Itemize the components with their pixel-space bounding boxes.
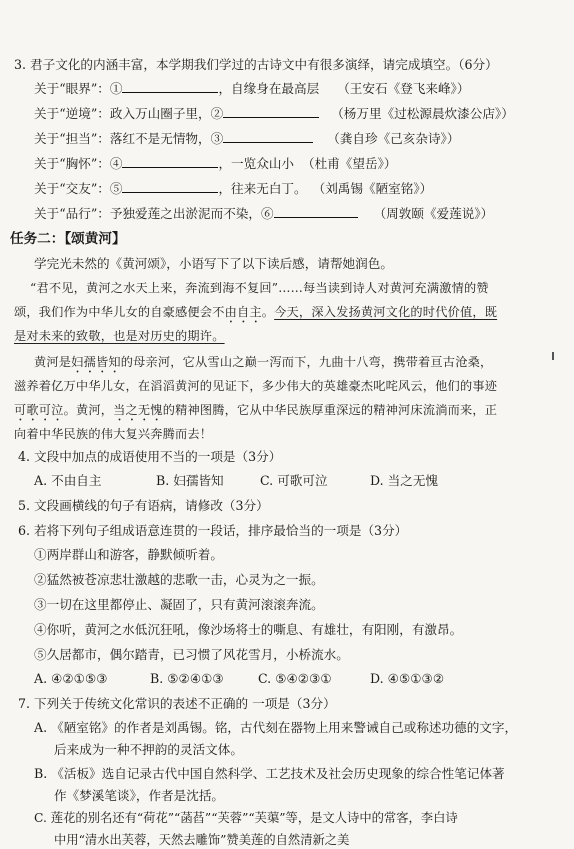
passage-text: 的精神图腾，它从中华民族厚重深远的精神河床流淌而来，正 [162,403,498,417]
q3-row-3 [34,130,459,148]
q3-row-3-source: （龚自珍《己亥杂诗》） [327,131,460,146]
q3-row-2-pre: 关于“逆境”：政入万山圈子里，② [34,106,224,121]
answer-blank-1[interactable] [122,80,218,93]
dotted-idiom-2: 妇孺皆知 [71,355,121,369]
q7-option-b-line-1[interactable]: B. 《活板》选自记录古代中国自然科学、工艺技术及社会历史现象的综合性笔记体著 [34,766,505,781]
q3-row-2 [34,105,514,123]
q3-row-5-source: （刘禹锡《陋室铭》） [312,181,433,196]
q6-sentence-4: ④你听，黄河之水低沉狂吼，像沙场将士的嘶息、有雄壮，有阳刚，有激昂。 [34,622,463,637]
q4-option-b[interactable]: B. 妇孺皆知 [156,473,224,488]
q6-sentence-3: ③一切在这里都停止、凝固了，只有黄河滚滚奔流。 [34,597,324,612]
passage-text: 的母亲河，它从雪山之巅一泻而下，九曲十八弯，携带着亘古沧桑， [120,355,493,369]
passage-line-5: 滋养着亿万中华儿女，在滔滔黄河的见证下，多少伟大的英雄豪杰叱咤风云，他们的事迹 [14,379,498,393]
q6-sentence-5: ⑤久居都市，偶尔踏青，已习惯了风花雪月，小桥流水。 [34,647,349,662]
q3-row-6-pre: 关于“品行”：予独爱莲之出淤泥而不染，⑥ [34,206,274,221]
passage-text: 黄河是 [34,355,72,369]
q6-option-b[interactable]: B. ⑤②④①③ [150,671,224,686]
q6-option-c[interactable]: C. ⑤④②③① [258,671,332,686]
passage-text: 。黄河， [63,403,114,417]
passage-text: 颂，我们作为中华儿女的自豪感便会不 [14,305,225,319]
q3-row-2-source: （杨万里《过松源晨炊漆公店》） [331,106,514,121]
q3-stem: 3. 君子文化的内涵丰富，本学期我们学过的古诗文中有很多演绎，请完成填空。（6分） [14,57,498,72]
q7-option-b-line-2: 作《梦溪笔谈》，作者是沈括。 [54,788,225,803]
q6-option-d[interactable]: D. ④⑤①③② [370,671,445,686]
passage-line-1: “君不见，黄河之水天上来，奔流到海不复回”……每当读到诗人对黄河充满激情的赞 [30,281,489,295]
q6-sentence-1: ①两岸群山和游客，静默倾听着。 [34,547,223,562]
dotted-idiom-4: 当之无愧 [113,403,163,417]
passage-line-2 [14,303,497,326]
answer-blank-4[interactable] [122,155,218,168]
passage-intro: 学完光未然的《黄河颂》，小语写下了以下读后感，请帮她润色。 [34,256,393,271]
q3-row-1-pre: 关于“眼界”：① [34,81,123,96]
answer-blank-3[interactable] [223,130,313,143]
passage-text: 。 [261,305,275,319]
q3-row-1-post: ，自缘身在最高层 [218,81,320,96]
q3-row-5-pre: 关于“交友”：⑤ [34,181,123,196]
q3-row-4 [34,155,396,173]
q3-row-5 [34,180,432,198]
q7-option-c-line-2: 中用“清水出芙蓉，天然去雕饰”赞美莲的自然清新之美 [54,833,350,847]
q3-row-4-post: ，一览众山小 [218,156,295,171]
q5-stem: 5. 文段画横线的句子有语病，请修改（3分） [18,498,269,513]
passage-line-3 [14,327,225,345]
q3-row-5-post: ，往来无白丁。 [218,181,307,196]
q4-option-c[interactable]: C. 可歌可泣 [260,473,328,488]
underlined-sentence-cont: 是对未来的致敬，也是对历史的期许。 [14,329,225,343]
task2-title: 任务二：【颂黄河】 [10,231,126,247]
q3-row-4-source: （杜甫《望岳》） [302,156,397,171]
q7-option-a-line-1[interactable]: A. 《陋室铭》的作者是刘禹锡。铭，古代刻在器物上用来警诫自己或称述功德的文字， [34,720,518,735]
q7-stem: 7. 下列关于传统文化常识的表述不正确的 一项是（3分） [18,696,336,711]
answer-blank-5[interactable] [122,180,218,193]
q4-option-a[interactable]: A. 不由自主 [34,473,102,488]
q7-option-a-line-2: 后来成为一种不押韵的灵活文体。 [54,742,243,757]
q4-stem: 4. 文段中加点的成语使用不当的一项是（3分） [18,449,282,464]
passage-line-6 [14,401,497,424]
q3-row-6-source: （周敦颐《爱莲说》） [373,206,494,221]
q6-option-a[interactable]: A. ④②①⑤③ [34,671,108,686]
underlined-sentence: 今天，深入发扬黄河文化的时代价值，既 [274,305,498,319]
q7-option-c-line-1[interactable]: C. 莲花的别名还有“荷花”“菡萏”“芙蓉”“芙蕖”等，是文人诗中的常客，李白诗 [34,811,458,825]
q3-row-3-pre: 关于“担当”：落红不是无情物，③ [34,131,224,146]
answer-blank-6[interactable] [274,205,358,218]
q3-row-1-source: （王安石《登飞来峰》） [337,81,470,96]
q6-stem: 6. 若将下列句子组成语意连贯的一段话，排序最恰当的一项是（3分） [18,523,408,538]
dotted-idiom-1: 由自主 [224,305,262,319]
passage-line-7: 向着中华民族的伟大复兴奔腾而去！ [14,427,213,441]
margin-mark [552,352,554,360]
passage-line-4 [34,353,492,376]
answer-blank-2[interactable] [223,105,319,118]
q3-row-1 [34,80,469,98]
q3-row-6 [34,205,493,223]
q3-row-4-pre: 关于“胸怀”：④ [34,156,123,171]
q6-sentence-2: ②猛然被苍凉悲壮激越的悲歌一击，心灵为之一振。 [34,572,324,587]
dotted-idiom-3: 可歌可泣 [14,403,64,417]
q4-option-d[interactable]: D. 当之无愧 [370,473,439,488]
